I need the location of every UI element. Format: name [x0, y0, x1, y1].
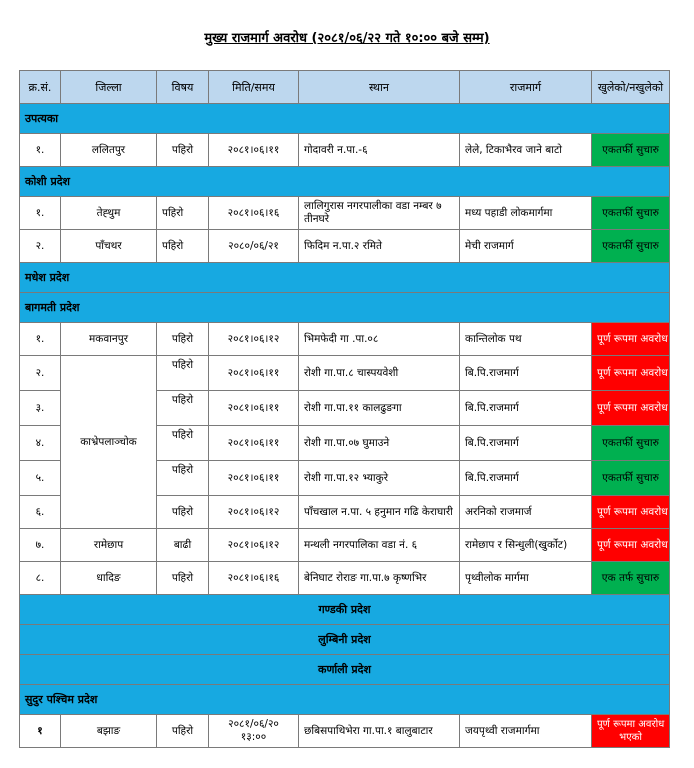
- cell-date: २०८१।०६।१६: [209, 562, 299, 595]
- cell-time-value: १३:००: [240, 731, 267, 743]
- section-label: कोशी प्रदेश: [20, 167, 670, 197]
- cell-place: रोशी गा.पा.११ कालढुङगा: [299, 391, 460, 426]
- cell-place: छबिसपाथिभेरा गा.पा.१ बालुबाटार: [299, 715, 460, 748]
- cell-sn: १.: [20, 134, 61, 167]
- cell-sn: २.: [20, 356, 61, 391]
- cell-place: भिमफेदी गा .पा.०८: [299, 323, 460, 356]
- section-row: [20, 595, 670, 625]
- cell-sn: ४.: [20, 426, 61, 461]
- cell-district: ललितपुर: [61, 134, 157, 167]
- section-row: [20, 685, 670, 715]
- table-row: [20, 197, 670, 230]
- section-row: [20, 655, 670, 685]
- cell-status: पूर्ण रूपमा अवरोध: [592, 391, 670, 426]
- section-label: उपत्यका: [20, 104, 670, 134]
- cell-place: गोदावरी न.पा.-६: [299, 134, 460, 167]
- cell-date: २०८१।०६।१२: [209, 496, 299, 529]
- cell-place: फिदिम न.पा.२ रमिते: [299, 230, 460, 263]
- cell-status-line1: पूर्ण रूपमा अवरोध: [597, 719, 665, 730]
- cell-status: एकतर्फी सुचारु: [592, 426, 670, 461]
- cell-status-line2: भएको: [619, 732, 642, 743]
- cell-highway: पृथ्वीलोक मार्गमा: [460, 562, 592, 595]
- cell-sn: १.: [20, 323, 61, 356]
- cell-date: [209, 715, 299, 748]
- cell-status: एकतर्फी सुचारु: [592, 197, 670, 230]
- table-row: [20, 529, 670, 562]
- cell-date: २०८१।०६।१२: [209, 323, 299, 356]
- table-row: [20, 356, 670, 391]
- cell-district: रामेछाप: [61, 529, 157, 562]
- cell-subject: पहिरो: [157, 323, 209, 356]
- cell-date: २०८१।०६।११: [209, 461, 299, 496]
- cell-status: पूर्ण रूपमा अवरोध: [592, 356, 670, 391]
- section-row: [20, 625, 670, 655]
- col-highway: राजमार्ग: [460, 71, 592, 104]
- section-label: बागमती प्रदेश: [20, 293, 670, 323]
- cell-date: २०८१।०६।१६: [209, 197, 299, 230]
- cell-subject: पहिरो: [157, 230, 209, 263]
- cell-sn: ७.: [20, 529, 61, 562]
- section-row: [20, 104, 670, 134]
- cell-highway: कान्तिलोक पथ: [460, 323, 592, 356]
- col-sn: क्र.सं.: [20, 71, 61, 104]
- section-row: [20, 263, 670, 293]
- cell-place: बेनिघाट रोराङ गा.पा.७ कृष्णभिर: [299, 562, 460, 595]
- cell-subject: पहिरो: [157, 134, 209, 167]
- cell-subject: पहिरो: [157, 496, 209, 529]
- cell-highway: अरनिको राजमार्ज: [460, 496, 592, 529]
- cell-date: २०८०/०६/२१: [209, 230, 299, 263]
- cell-sn: २.: [20, 230, 61, 263]
- cell-status: [592, 715, 670, 748]
- cell-district: बझाङ: [61, 715, 157, 748]
- cell-place: रोशी गा.पा.८ चास्पयवेशी: [299, 356, 460, 391]
- cell-status: पूर्ण रूपमा अवरोध: [592, 496, 670, 529]
- cell-status: एकतर्फी सुचारु: [592, 230, 670, 263]
- cell-highway: लेले, टिकाभैरव जाने बाटो: [460, 134, 592, 167]
- cell-status: एक तर्फ सुचारु: [592, 562, 670, 595]
- page-title: मुख्य राजमार्ग अवरोध (२०८१/०६/२२ गते १०:०० बजे सम्म): [204, 31, 490, 46]
- cell-subject: पहिरो: [157, 356, 209, 391]
- cell-sn: १: [20, 715, 61, 748]
- cell-highway: जयपृथ्वी राजमार्गमा: [460, 715, 592, 748]
- cell-status: एकतर्फी सुचारु: [592, 134, 670, 167]
- cell-status: पूर्ण रूपमा अवरोध: [592, 529, 670, 562]
- table-row: [20, 134, 670, 167]
- cell-district: पाँचथर: [61, 230, 157, 263]
- cell-highway: मेची राजमार्ग: [460, 230, 592, 263]
- cell-sn: १.: [20, 197, 61, 230]
- cell-subject: पहिरो: [157, 715, 209, 748]
- cell-place: रोशी गा.पा.१२ भ्याकुरे: [299, 461, 460, 496]
- cell-sn: ६.: [20, 496, 61, 529]
- cell-highway: बि.पि.राजमार्ग: [460, 356, 592, 391]
- cell-district: मकवानपुर: [61, 323, 157, 356]
- cell-subject: पहिरो: [157, 426, 209, 461]
- table-row: [20, 323, 670, 356]
- cell-subject: बाढी: [157, 529, 209, 562]
- cell-subject: पहिरो: [157, 197, 209, 230]
- cell-date: २०८१।०६।१२: [209, 529, 299, 562]
- table-row: [20, 562, 670, 595]
- cell-place: मन्थली नगरपालिका वडा नं. ६: [299, 529, 460, 562]
- cell-sn: ८.: [20, 562, 61, 595]
- col-district: जिल्ला: [61, 71, 157, 104]
- cell-highway: बि.पि.राजमार्ग: [460, 461, 592, 496]
- section-label: सुदुर पश्चिम प्रदेश: [20, 685, 670, 715]
- section-label: कर्णाली प्रदेश: [20, 655, 670, 685]
- cell-date: २०८१।०६।११: [209, 134, 299, 167]
- col-place: स्थान: [299, 71, 460, 104]
- cell-place: लालिगुरास नगरपालीका वडा नम्बर ७ तीनघरे: [299, 197, 460, 230]
- table-row: [20, 230, 670, 263]
- cell-place: रोशी गा.पा.०७ घुमाउने: [299, 426, 460, 461]
- road-blockage-table: [19, 70, 670, 748]
- section-label: गण्डकी प्रदेश: [20, 595, 670, 625]
- cell-subject: पहिरो: [157, 391, 209, 426]
- cell-subject: पहिरो: [157, 461, 209, 496]
- cell-status: एकतर्फी सुचारु: [592, 461, 670, 496]
- cell-sn: ५.: [20, 461, 61, 496]
- cell-date: २०८१।०६।११: [209, 391, 299, 426]
- cell-district: तेह्थुम: [61, 197, 157, 230]
- cell-date-value: २०८१/०६/२०: [228, 718, 279, 730]
- cell-highway: बि.पि.राजमार्ग: [460, 391, 592, 426]
- section-label: लुम्बिनी प्रदेश: [20, 625, 670, 655]
- table-header-row: [20, 71, 670, 104]
- col-subject: विषय: [157, 71, 209, 104]
- cell-status: पूर्ण रूपमा अवरोध: [592, 323, 670, 356]
- cell-place: पाँचखाल न.पा. ५ हनुमान गढि केराघारी: [299, 496, 460, 529]
- cell-district: धादिङ: [61, 562, 157, 595]
- cell-highway: बि.पि.राजमार्ग: [460, 426, 592, 461]
- cell-sn: ३.: [20, 391, 61, 426]
- table-row: [20, 715, 670, 748]
- cell-highway: रामेछाप र सिन्धुली(खुर्कोट): [460, 529, 592, 562]
- cell-highway: मध्य पहाडी लोकमार्गमा: [460, 197, 592, 230]
- col-status: खुलेको/नखुलेको: [592, 71, 670, 104]
- cell-date: २०८१।०६।११: [209, 426, 299, 461]
- section-row: [20, 167, 670, 197]
- col-date: मिति/समय: [209, 71, 299, 104]
- cell-subject: पहिरो: [157, 562, 209, 595]
- section-row: [20, 293, 670, 323]
- cell-date: २०८१।०६।११: [209, 356, 299, 391]
- section-label: मधेश प्रदेश: [20, 263, 670, 293]
- cell-district: काभ्रेपलाञ्चोक: [61, 356, 157, 529]
